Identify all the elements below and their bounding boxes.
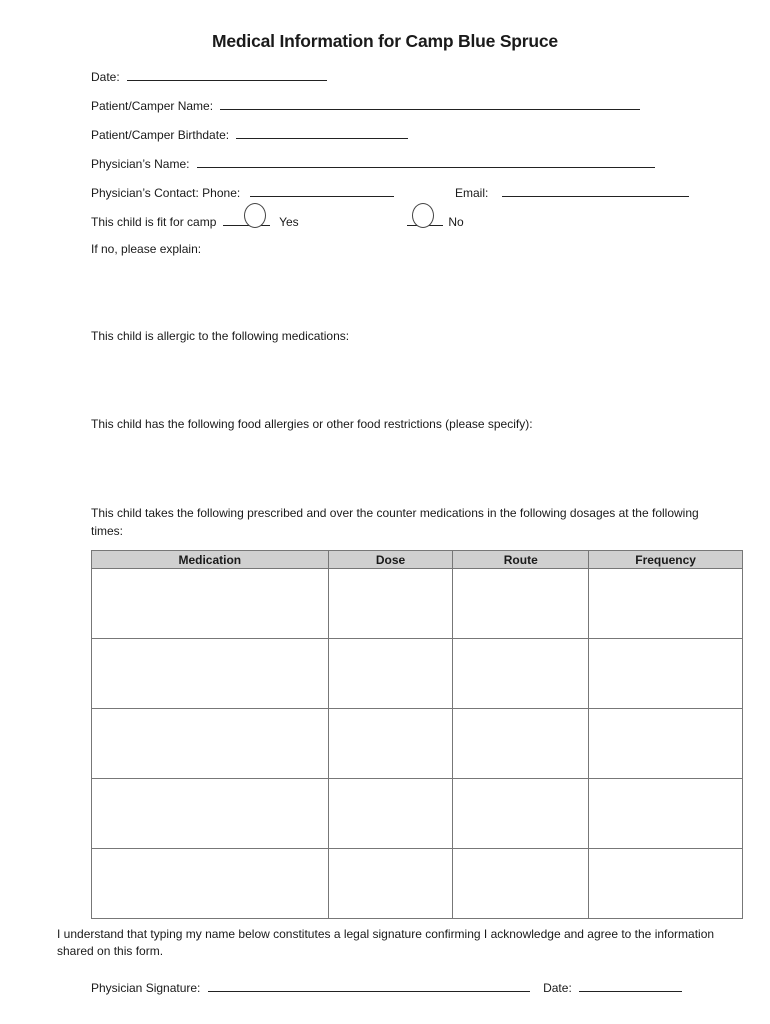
date-label: Date:	[91, 70, 120, 84]
frequency-cell[interactable]	[589, 849, 743, 919]
patient-birthdate-row	[91, 126, 408, 142]
dose-cell[interactable]	[328, 569, 453, 639]
acknowledgement-text: I understand that typing my name below constitutes a legal signature confirming I acknowledge and agree to the information shared on this form.	[57, 927, 715, 958]
physician-email-input-line[interactable]	[502, 184, 689, 197]
route-cell[interactable]	[453, 639, 589, 709]
patient-birthdate-input-line[interactable]	[236, 126, 408, 139]
patient-name-input-line[interactable]	[220, 97, 640, 110]
physician-name-input-line[interactable]	[197, 155, 655, 168]
fit-no-radio[interactable]	[412, 203, 434, 228]
route-cell[interactable]	[453, 779, 589, 849]
medication-allergies-label: This child is allergic to the following medications:	[91, 329, 350, 343]
medications-intro: This child takes the following prescribed and over the counter medications in the following dosages at the following times:	[91, 506, 699, 538]
fit-yes-radio[interactable]	[244, 203, 266, 228]
patient-name-row	[91, 97, 640, 113]
header-route: Route	[453, 551, 589, 569]
physician-signature-label: Physician Signature:	[91, 981, 201, 995]
header-dose: Dose	[328, 551, 453, 569]
medication-cell[interactable]	[92, 639, 329, 709]
dose-cell[interactable]	[328, 639, 453, 709]
patient-birthdate-label: Patient/Camper Birthdate:	[91, 128, 230, 142]
fit-for-camp-row	[91, 213, 299, 229]
physician-phone-label: Physician’s Contact: Phone:	[91, 186, 241, 200]
medication-cell[interactable]	[92, 779, 329, 849]
route-cell[interactable]	[453, 849, 589, 919]
route-cell[interactable]	[453, 569, 589, 639]
frequency-cell[interactable]	[589, 569, 743, 639]
frequency-cell[interactable]	[589, 779, 743, 849]
table-row	[92, 569, 743, 639]
dose-cell[interactable]	[328, 779, 453, 849]
header-medication: Medication	[92, 551, 329, 569]
date-input-line[interactable]	[127, 68, 327, 81]
medication-cell[interactable]	[92, 849, 329, 919]
food-allergies-label: This child has the following food allergies or other food restrictions (please specify):	[91, 417, 533, 431]
medication-cell[interactable]	[92, 569, 329, 639]
signature-date-input-line[interactable]	[579, 979, 682, 992]
route-cell[interactable]	[453, 709, 589, 779]
if-no-explain-label: If no, please explain:	[91, 242, 202, 256]
medication-cell[interactable]	[92, 709, 329, 779]
header-frequency: Frequency	[589, 551, 743, 569]
physician-contact-row	[91, 184, 394, 200]
frequency-cell[interactable]	[589, 709, 743, 779]
physician-name-row	[91, 155, 655, 171]
physician-email-row	[455, 184, 689, 200]
form-title: Medical Information for Camp Blue Spruce	[212, 31, 558, 51]
medication-table-header	[92, 551, 743, 569]
fit-yes-label: Yes	[279, 215, 299, 229]
table-row	[92, 849, 743, 919]
medication-table	[91, 550, 743, 919]
frequency-cell[interactable]	[589, 639, 743, 709]
patient-name-label: Patient/Camper Name:	[91, 99, 214, 113]
dose-cell[interactable]	[328, 849, 453, 919]
fit-no-label: No	[448, 215, 464, 229]
signature-date-label: Date:	[543, 981, 572, 995]
physician-signature-input-line[interactable]	[208, 979, 530, 992]
fit-for-camp-label: This child is fit for camp	[91, 215, 217, 229]
physician-name-label: Physician’s Name:	[91, 157, 190, 171]
signature-row	[91, 979, 682, 995]
date-field-row	[91, 68, 327, 84]
dose-cell[interactable]	[328, 709, 453, 779]
physician-phone-input-line[interactable]	[250, 184, 394, 197]
table-row	[92, 639, 743, 709]
table-row	[92, 709, 743, 779]
physician-email-label: Email:	[455, 186, 489, 200]
table-row	[92, 779, 743, 849]
